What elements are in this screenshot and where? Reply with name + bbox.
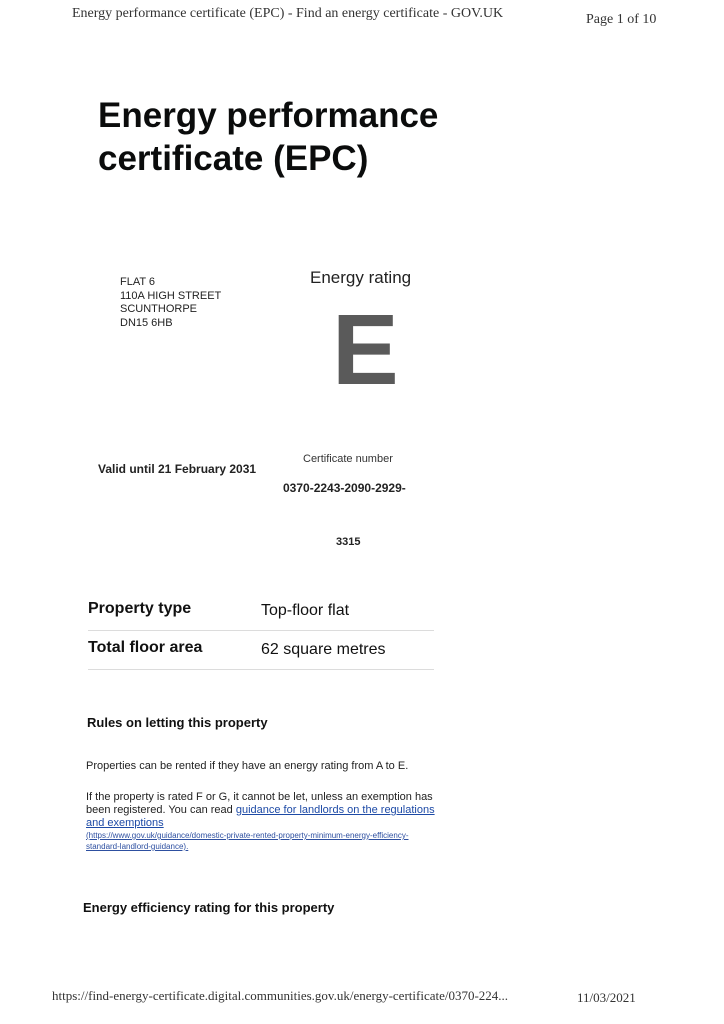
energy-rating-letter: E	[332, 294, 399, 406]
valid-until: Valid until 21 February 2031	[98, 462, 257, 476]
rules-paragraph-2-text: If the property is rated F or G, it cannot be let, unless an exemption has been registered. You can read	[86, 791, 433, 816]
address-postcode: DN15 6HB	[120, 316, 173, 329]
property-address	[120, 276, 221, 330]
print-footer-url: https://find-energy-certificate.digital.communities.gov.uk/energy-certificate/0370-224...	[52, 988, 509, 1003]
floor-area-value: 62 square metres	[261, 641, 386, 658]
efficiency-rating-heading: Energy efficiency rating for this property	[83, 900, 335, 915]
property-type-value: Top-floor flat	[261, 602, 350, 619]
address-line-2: 110A HIGH STREET	[120, 289, 222, 302]
rules-paragraph-1: Properties can be rented if they have an energy rating from A to E.	[86, 760, 409, 772]
floor-area-label: Total floor area	[88, 639, 203, 656]
certificate-number-part-2: 3315	[336, 536, 361, 548]
rules-paragraph-2	[86, 791, 436, 852]
guidance-link[interactable]: guidance for landlords on the regulations and exemptions	[86, 804, 435, 829]
energy-rating-label: Energy rating	[310, 268, 412, 287]
print-page-number: Page 1 of 10	[586, 12, 657, 27]
print-header-title: Energy performance certificate (EPC) - Find an energy certificate - GOV.UK	[72, 6, 504, 21]
floor-area-row	[88, 631, 434, 670]
print-footer-date: 11/03/2021	[577, 990, 636, 1005]
certificate-number-part-1: 0370-2243-2090-2929-	[283, 481, 406, 495]
property-type-row	[88, 592, 434, 631]
property-type-label: Property type	[88, 600, 192, 617]
address-line-3: SCUNTHORPE	[120, 303, 198, 315]
address-line-1: FLAT 6	[120, 276, 156, 288]
guidance-url[interactable]: (https://www.gov.uk/guidance/domestic-private-rented-property-minimum-energy-efficiency-standard-landlord-guidance).	[86, 831, 409, 851]
rules-heading: Rules on letting this property	[87, 715, 268, 730]
page-title: Energy performance certificate (EPC)	[98, 96, 439, 178]
certificate-number-label: Certificate number	[303, 453, 393, 465]
